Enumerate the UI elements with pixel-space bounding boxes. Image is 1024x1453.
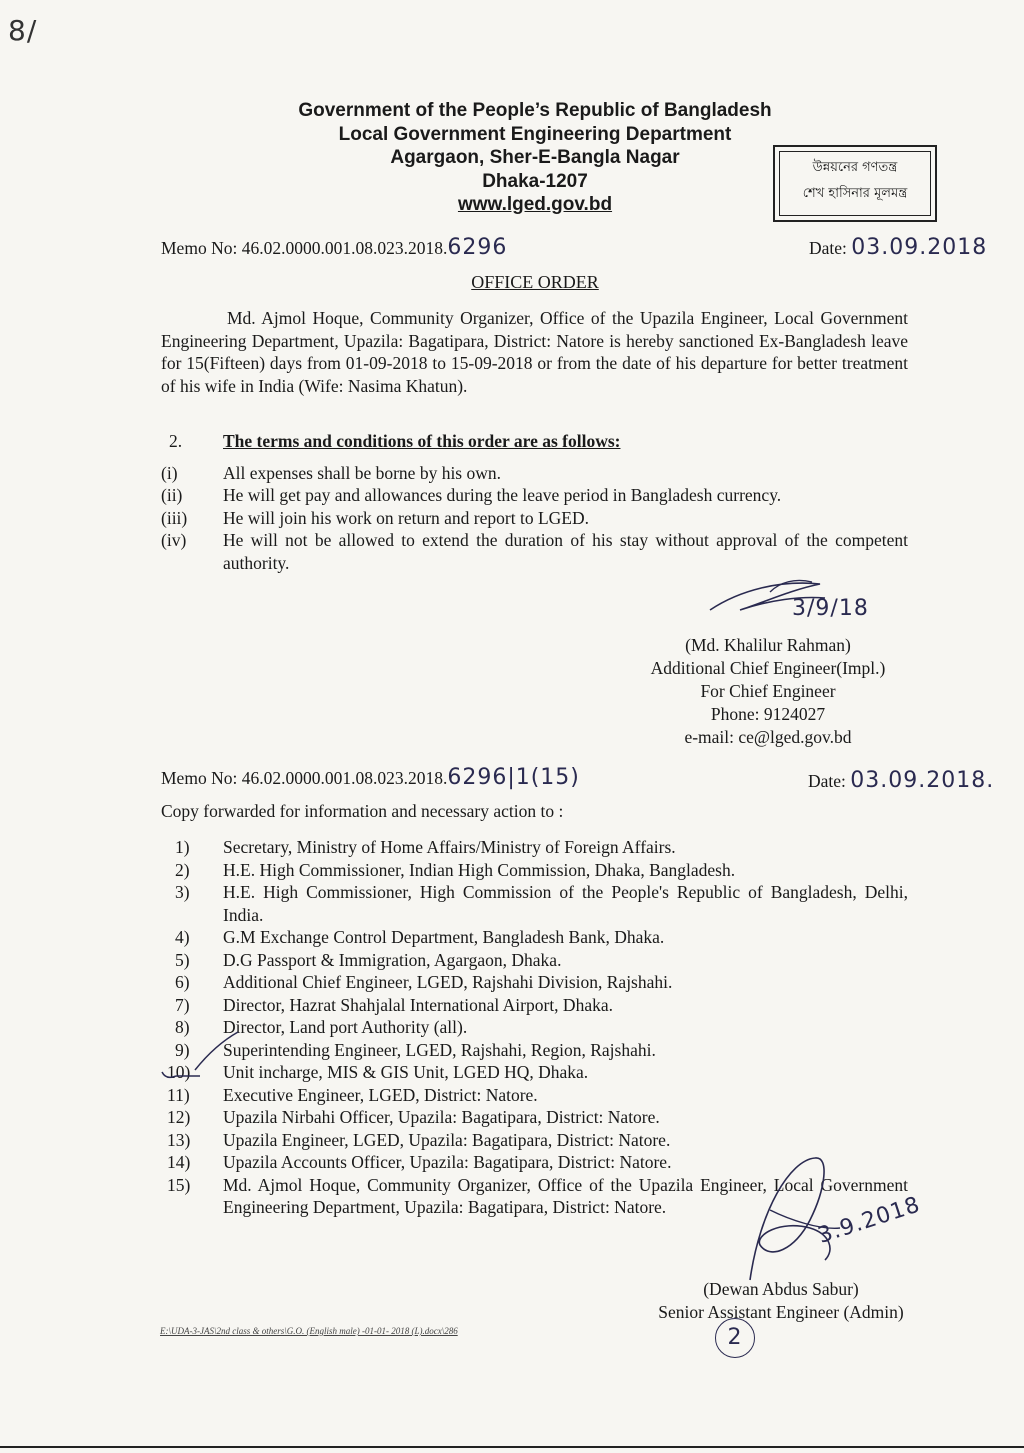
- list-text: Director, Land port Authority (all).: [223, 1017, 468, 1037]
- list-item: [161, 971, 908, 994]
- terms-heading: The terms and conditions of this order are as follows:: [223, 431, 621, 451]
- signatory-name: (Md. Khalilur Rahman): [685, 635, 851, 655]
- list-text: G.M Exchange Control Department, Bangladesh Bank, Dhaka.: [223, 927, 665, 947]
- list-item: [161, 1039, 908, 1062]
- terms-section: [161, 430, 908, 574]
- margin-mark: 8/: [8, 14, 38, 47]
- memo-label: Memo No: 46.02.0000.001.08.023.2018.: [161, 238, 448, 258]
- signature-2-date: 3.9.2018: [815, 1192, 924, 1249]
- term-text: He will join his work on return and report to LGED.: [223, 507, 589, 528]
- list-item: [161, 1106, 908, 1129]
- signatory-phone: Phone: 9124027: [710, 704, 826, 724]
- list-text: Director, Hazrat Shahjalal International Airport, Dhaka.: [223, 994, 613, 1015]
- list-number: 1): [175, 837, 190, 857]
- list-number: 5): [175, 949, 190, 970]
- list-item: [161, 926, 908, 949]
- list-item: [161, 994, 908, 1017]
- list-number: 12): [167, 1107, 191, 1127]
- list-item: [161, 859, 908, 882]
- list-text: D.G Passport & Immigration, Agargaon, Dhaka.: [223, 949, 562, 970]
- list-item: [161, 836, 908, 859]
- list-text: Upazila Accounts Officer, Upazila: Bagatipara, District: Natore.: [223, 1152, 672, 1172]
- list-number: 4): [175, 927, 190, 947]
- list-number: 8): [175, 1017, 190, 1037]
- term-text: He will get pay and allowances during the leave period in Bangladesh currency.: [223, 485, 782, 505]
- list-number: 9): [175, 1039, 190, 1060]
- signature-1-date: 3/9/18: [792, 596, 869, 621]
- header-line-government: Government of the People’s Republic of Bangladesh: [298, 100, 772, 121]
- office-order-title: OFFICE ORDER: [471, 272, 599, 292]
- signatory-for: For Chief Engineer: [700, 681, 836, 701]
- page-bottom-edge: [0, 1446, 1024, 1448]
- list-text: Executive Engineer, LGED, District: Natore.: [223, 1084, 538, 1105]
- handwritten-tick-mark: [160, 1030, 240, 1085]
- term-text: He will not be allowed to extend the duration of his stay without approval of the competent authority.: [223, 530, 908, 573]
- memo-handwritten-number: 6296: [447, 235, 508, 260]
- memo-date-1: [809, 237, 987, 260]
- memo-number-1: [161, 237, 507, 260]
- list-number: 2): [175, 859, 190, 880]
- list-text: Superintending Engineer, LGED, Rajshahi, Region, Rajshahi.: [223, 1039, 656, 1060]
- signatory-designation: Additional Chief Engineer(Impl.): [650, 658, 886, 678]
- term-item: [161, 462, 908, 485]
- list-text: Upazila Engineer, LGED, Upazila: Bagatipara, District: Natore.: [223, 1129, 671, 1150]
- list-item: [161, 1129, 908, 1152]
- order-body: Md. Ajmol Hoque, Community Organizer, Office of the Upazila Engineer, Local Government Engineering Department, Upazila: Bagatipara, District: Natore is hereby sanctioned Ex-Bangladesh leave for 15(Fifteen) days from 01-09-2018 to 15-09-2018 or from the date of his departure for better treatment of his wife in India (Wife: Nasima Khatun).: [161, 308, 908, 396]
- list-item: [161, 1084, 908, 1107]
- memo-number-2: [161, 767, 580, 790]
- signatory-name: (Dewan Abdus Sabur): [703, 1279, 859, 1299]
- term-item: [161, 484, 908, 507]
- motto-box: [773, 145, 937, 222]
- list-number: 15): [167, 1174, 191, 1195]
- list-item: [161, 949, 908, 972]
- signature-block-2: [628, 1278, 934, 1324]
- list-text: Unit incharge, MIS & GIS Unit, LGED HQ, Dhaka.: [223, 1062, 589, 1082]
- term-text: All expenses shall be borne by his own.: [223, 462, 502, 483]
- term-item: [161, 507, 908, 530]
- list-text: Upazila Nirbahi Officer, Upazila: Bagatipara, District: Natore.: [223, 1107, 660, 1127]
- signatory-designation: Senior Assistant Engineer (Admin): [658, 1302, 904, 1322]
- term-number: (i): [161, 462, 178, 483]
- handwritten-date: 03.09.2018: [851, 235, 988, 260]
- memo-handwritten-number: 6296|1(15): [447, 765, 580, 790]
- date-label: Date:: [809, 238, 847, 258]
- list-text: Additional Chief Engineer, LGED, Rajshahi Division, Rajshahi.: [223, 972, 673, 992]
- memo-label: Memo No: 46.02.0000.001.08.023.2018.: [161, 768, 448, 788]
- term-item: [161, 529, 908, 574]
- terms-number: 2.: [169, 431, 183, 451]
- handwritten-date: 03.09.2018.: [850, 768, 995, 793]
- term-number: (ii): [161, 485, 183, 505]
- list-item: [161, 881, 908, 926]
- motto-line-2: শেখ হাসিনার মূলমন্ত্র: [802, 186, 908, 201]
- header-line-department: Local Government Engineering Department: [338, 123, 732, 145]
- signature-block-1: [618, 634, 918, 749]
- list-item: [161, 1061, 908, 1084]
- memo-date-2: [808, 770, 994, 793]
- date-label: Date:: [808, 771, 846, 791]
- header-line-city: Dhaka-1207: [482, 170, 588, 192]
- footer-file-path: E:\UDA-3-JAS\2nd class & others\G.O. (English male) -01-01- 2018 (L).docx\286: [160, 1326, 458, 1336]
- list-text: H.E. High Commissioner, Indian High Commission, Dhaka, Bangladesh.: [223, 859, 736, 880]
- signatory-email[interactable]: e-mail: ce@lged.gov.bd: [684, 727, 852, 747]
- copy-forward-intro: Copy forwarded for information and necessary action to :: [161, 801, 564, 821]
- list-text: Md. Ajmol Hoque, Community Organizer, Office of the Upazila Engineer, Local Government Engineering Department, Upazila: Bagatipara, District: Natore.: [223, 1174, 908, 1217]
- list-number: 14): [167, 1152, 191, 1172]
- list-text: H.E. High Commissioner, High Commission of the People's Republic of Bangladesh, Delhi, India.: [223, 882, 908, 925]
- term-number: (iv): [161, 530, 187, 550]
- list-number: 3): [175, 882, 190, 902]
- header-website-link[interactable]: www.lged.gov.bd: [457, 194, 613, 215]
- term-number: (iii): [161, 507, 188, 528]
- list-number: 10): [167, 1062, 191, 1082]
- list-number: 13): [167, 1129, 191, 1150]
- list-item: [161, 1016, 908, 1039]
- motto-line-1: উন্নয়নের গণতন্ত্র: [812, 160, 898, 175]
- list-number: 11): [167, 1084, 190, 1105]
- list-text: Secretary, Ministry of Home Affairs/Ministry of Foreign Affairs.: [223, 837, 676, 857]
- list-number: 6): [175, 972, 190, 992]
- header-line-address: Agargaon, Sher-E-Bangla Nagar: [390, 147, 680, 168]
- list-number: 7): [175, 994, 190, 1015]
- handwritten-circled-mark: 2: [715, 1318, 755, 1358]
